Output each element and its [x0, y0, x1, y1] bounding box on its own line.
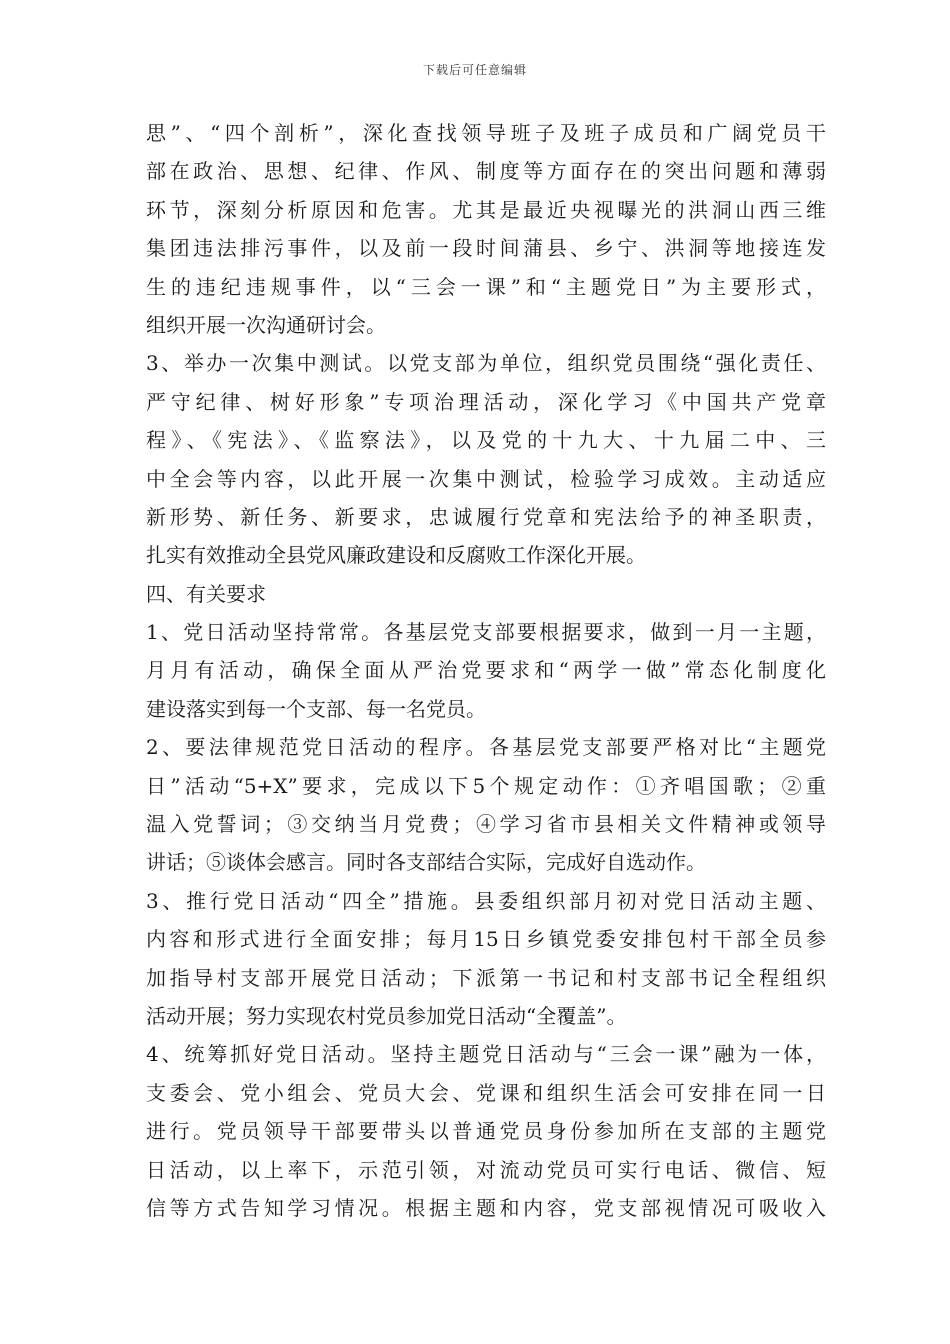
text-line: 4、统筹抓好党日活动。坚持主题党日活动与“三会一课”融为一体，: [146, 1042, 826, 1067]
text-line: 建设落实到每一个支部、每一名党员。: [146, 696, 486, 721]
text-line: 思”、“四个剖析”，深化查找领导班子及班子成员和广阔党员干: [146, 121, 826, 145]
text-line: 3、举办一次集中测试。以党支部为单位，组织党员围绕“强化责任、: [146, 351, 826, 376]
text-line: 讲话；⑤谈体会感言。同时各支部结合实际，完成好自选动作。: [146, 850, 706, 875]
text-line: 日”活动“5+X”要求，完成以下5个规定动作：①齐唱国歌；②重: [146, 773, 826, 798]
text-line: 组织开展一次沟通研讨会。: [146, 312, 386, 337]
text-line: 程》、《宪法》、《监察法》，以及党的十九大、十九届二中、三: [146, 428, 826, 453]
document-body: [146, 114, 826, 1227]
section-heading: 四、有关要求: [146, 581, 266, 606]
text-line: 月月有活动，确保全面从严治党要求和“两学一做”常态化制度化: [146, 658, 826, 683]
text-line: 中全会等内容，以此开展一次集中测试，检验学习成效。主动适应: [146, 466, 826, 491]
text-line: 加指导村支部开展党日活动；下派第一书记和村支部书记全程组织: [146, 965, 826, 990]
text-line: 环节，深刻分析原因和危害。尤其是最近央视曝光的洪洞山西三维: [146, 197, 826, 222]
text-line: 内容和形式进行全面安排；每月15日乡镇党委安排包村干部全员参: [146, 927, 826, 952]
text-line: 信等方式告知学习情况。根据主题和内容，党支部视情况可吸收入: [146, 1195, 826, 1220]
text-line: 进行。党员领导干部要带头以普通党员身份参加所在支部的主题党: [146, 1119, 826, 1144]
text-line: 部在政治、思想、纪律、作风、制度等方面存在的突出问题和薄弱: [146, 159, 826, 184]
text-line: 生的违纪违规事件，以“三会一课”和“主题党日”为主要形式，: [146, 274, 826, 299]
page-header: 下载后可任意编辑: [422, 63, 527, 77]
text-line: 活动开展；努力实现农村党员参加党日活动“全覆盖”。: [146, 1003, 627, 1028]
text-line: 2、要法律规范党日活动的程序。各基层党支部要严格对比“主题党: [146, 735, 826, 760]
text-line: 支委会、党小组会、党员大会、党课和组织生活会可安排在同一日: [146, 1080, 826, 1105]
text-line: 日活动，以上率下，示范引领，对流动党员可实行电话、微信、短: [146, 1157, 826, 1182]
text-line: 1、党日活动坚持常常。各基层党支部要根据要求，做到一月一主题，: [146, 620, 826, 645]
text-line: 扎实有效推动全县党风廉政建设和反腐败工作深化开展。: [146, 543, 646, 568]
text-line: 严守纪律、树好形象”专项治理活动，深化学习《中国共产党章: [146, 389, 826, 414]
text-line: 温入党誓词；③交纳当月党费；④学习省市县相关文件精神或领导: [146, 812, 826, 837]
text-line: 新形势、新任务、新要求，忠诚履行党章和宪法给予的神圣职责，: [146, 504, 826, 529]
text-line: 3、推行党日活动“四全”措施。县委组织部月初对党日活动主题、: [146, 888, 826, 913]
text-line: 集团违法排污事件，以及前一段时间蒲县、乡宁、洪洞等地接连发: [146, 236, 826, 261]
